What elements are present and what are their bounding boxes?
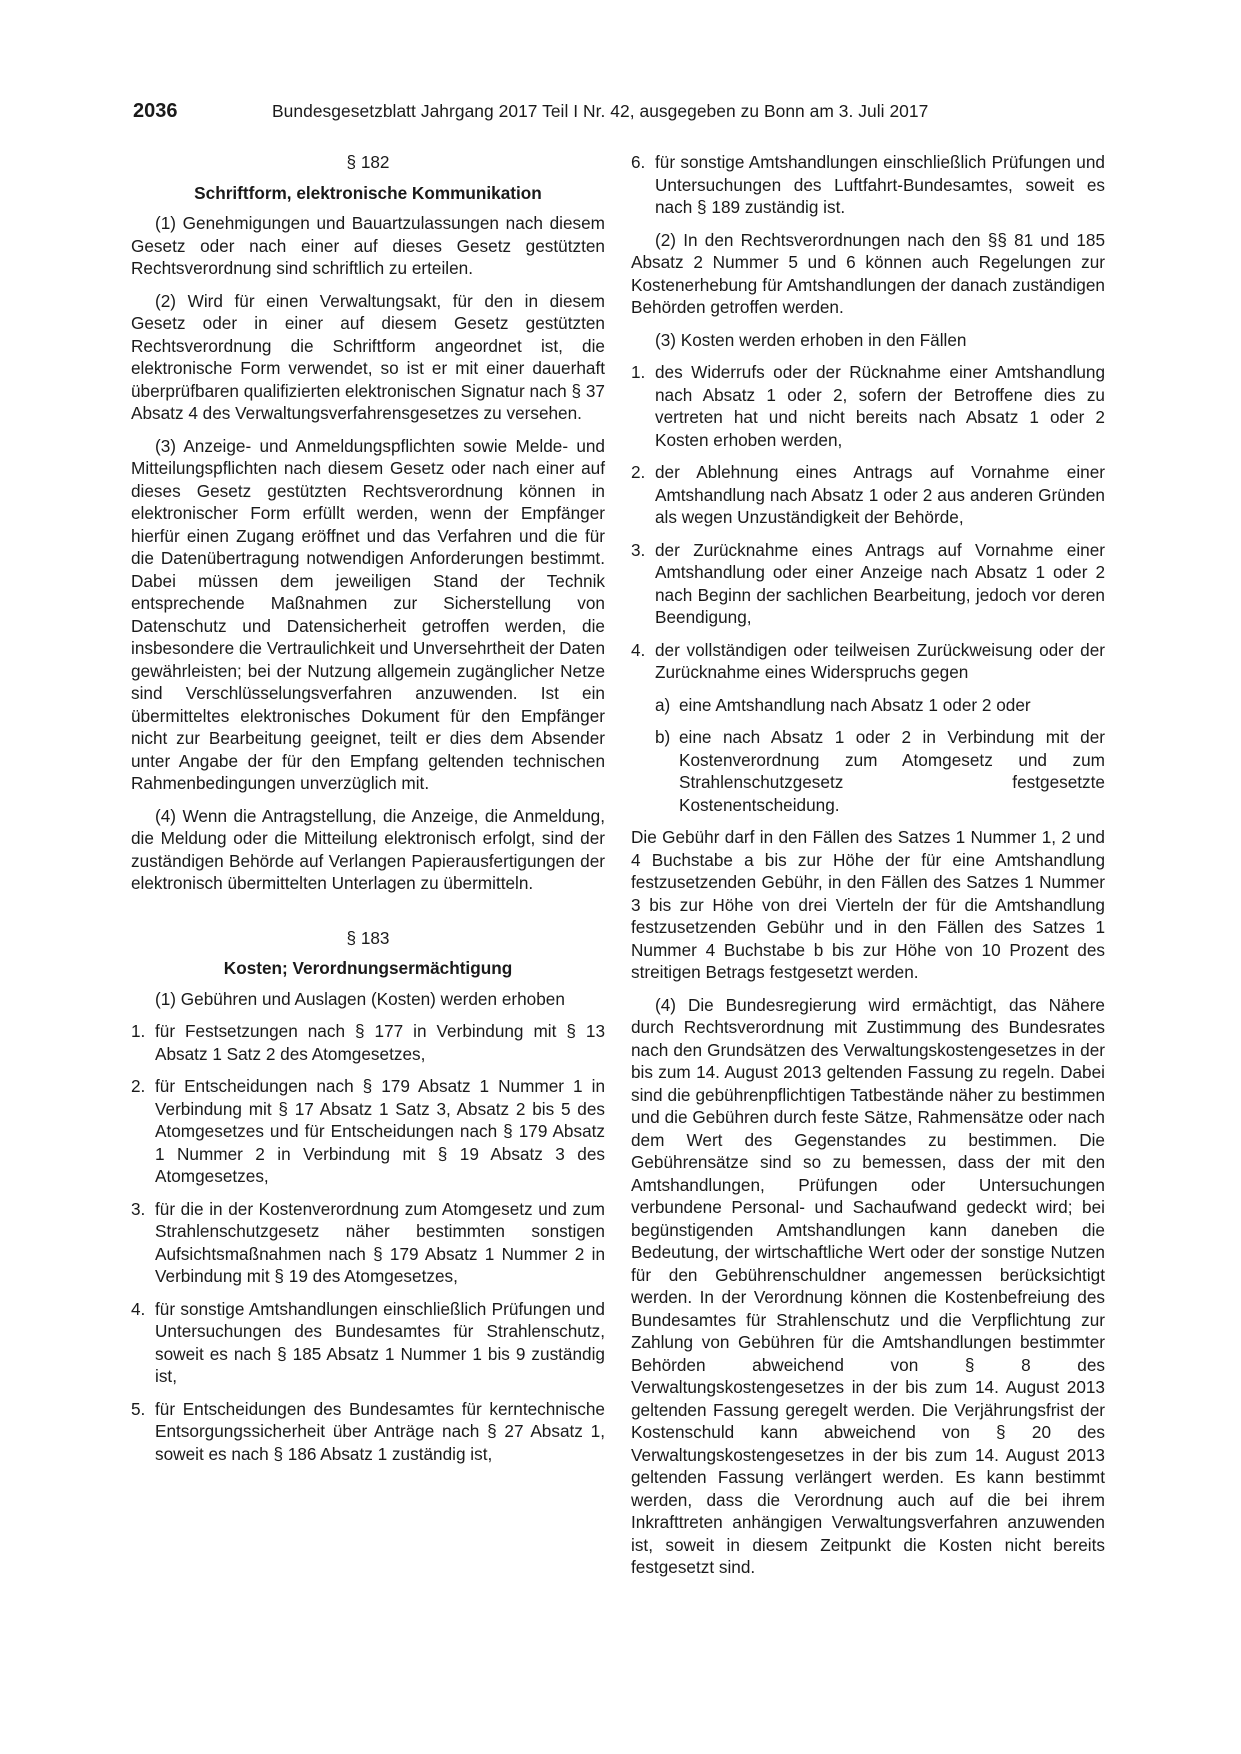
running-head: Bundesgesetzblatt Jahrgang 2017 Teil I Nr. 42, ausgegeben zu Bonn am 3. Juli 2017 — [272, 101, 929, 121]
list-item-text: des Widerrufs oder der Rücknahme einer Amtshandlung nach Absatz 1 oder 2, sofern der Betroffene dies zu vertreten hat und nicht bereits nach Absatz 1 oder 2 Kosten erhoben werden, — [655, 362, 1105, 450]
paragraph: (3) Kosten werden erhoben in den Fällen — [655, 329, 967, 350]
sub-list-item-letter: b) — [655, 727, 671, 747]
list-item-text: für Entscheidungen des Bundesamtes für kerntechnische Entsorgungssicherheit über Anträge nach § 27 Absatz 1, soweit es nach § 186 Absatz 1 zuständig ist, — [155, 1398, 605, 1464]
list-item — [131, 1020, 605, 1065]
paragraph: Die Gebühr darf in den Fällen des Satzes 1 Nummer 1, 2 und 4 Buchstabe a bis zur Höhe der für eine Amtshandlung festzusetzenden Gebühr, in den Fällen des Satzes 1 Nummer 3 bis zur Höhe von drei Vierteln der für die Amtshandlung festzusetzenden Gebühr und in den Fällen des Satzes 1 Nummer 4 Buchstabe b bis zur Höhe von 10 Prozent des streitigen Betrags festgesetzt werden. — [631, 827, 1105, 982]
right-column — [631, 151, 1105, 1589]
section-183-number: § 183 — [346, 927, 390, 948]
sub-list-item-letter: a) — [655, 694, 671, 715]
list-item-text: der vollständigen oder teilweisen Zurückweisung oder der Zurücknahme eines Widerspruchs gegen — [655, 639, 1105, 682]
paragraph: (2) Wird für einen Verwaltungsakt, für den in diesem Gesetz oder in einer auf diesem Gesetz gestützten Rechtsverordnung die Schriftform angeordnet ist, die elektronische Form verwendet, so ist er mit einer dauerhaft überprüfbaren qualifizierten elektronischen Signatur nach § 37 Absatz 4 des Verwaltungsverfahrensgesetzes zu versehen. — [131, 290, 605, 423]
section-182-title: Schriftform, elektronische Kommunikation — [194, 182, 542, 203]
list-item-text: für sonstige Amtshandlungen einschließlich Prüfungen und Untersuchungen des Bundesamtes für Strahlenschutz, soweit es nach § 185 Absatz 1 Nummer 1 bis 9 zuständig ist, — [155, 1298, 605, 1386]
list-item-text: für die in der Kostenverordnung zum Atomgesetz und zum Strahlenschutzgesetz näher bestimmten sonstigen Aufsichtsmaßnahmen nach § 179 Absatz 1 Nummer 2 in Verbindung mit § 19 des Atomgesetzes, — [155, 1198, 605, 1286]
list-item-number: 3. — [631, 539, 646, 560]
list-item-text: der Zurücknahme eines Antrags auf Vornahme einer Amtshandlung oder einer Anzeige nach Absatz 1 oder 2 nach Beginn der sachlichen Bearbeitung, jedoch vor deren Beendigung, — [655, 539, 1105, 627]
list-item-number: 5. — [131, 1398, 146, 1419]
list-item-number: 4. — [631, 639, 646, 660]
paragraph: (2) In den Rechtsverordnungen nach den §§ 81 und 185 Absatz 2 Nummer 5 und 6 können auch Regelungen zur Kostenerhebung für Amtshandlungen der danach zuständigen Behörden getroffen werden. — [631, 229, 1105, 317]
list-item — [131, 1075, 605, 1188]
list-item-text: der Ablehnung eines Antrags auf Vornahme einer Amtshandlung nach Absatz 1 oder 2 aus anderen Gründen als wegen Unzuständigkeit der Behörde, — [655, 462, 1105, 527]
list-item-number: 2. — [631, 462, 646, 482]
list-item — [631, 151, 1105, 219]
paragraph: (1) Genehmigungen und Bauartzulassungen nach diesem Gesetz oder nach einer auf dieses Gesetz gestützten Rechtsverordnung sind schriftlich zu erteilen. — [131, 213, 605, 278]
list-item-number: 4. — [131, 1298, 146, 1319]
list-item — [631, 461, 1105, 529]
section-183-title: Kosten; Verordnungsermächtigung — [223, 958, 513, 978]
sub-list-item-text: eine Amtshandlung nach Absatz 1 oder 2 oder — [679, 694, 1031, 715]
paragraph: (4) Wenn die Antragstellung, die Anzeige, die Anmeldung, die Meldung oder die Mitteilung elektronisch erfolgt, sind der zuständigen Behörde auf Verlangen Papierausfertigungen der elektronisch übermittelten Unterlagen zu übermitteln. — [131, 805, 605, 893]
paragraph: (4) Die Bundesregierung wird ermächtigt, das Nähere durch Rechtsverordnung mit Zustimmung des Bundesrates nach den Grundsätzen des Verwaltungskostengesetzes in der bis zum 14. August 2013 geltenden Fassung zu regeln. Dabei sind die gebührenpflichtigen Tatbestände näher zu bestimmen und die Gebühren durch feste Sätze, Rahmensätze oder nach dem Wert des Gegenstandes zu bestimmen. Die Gebührensätze sind so zu bemessen, dass der mit den Amtshandlungen, Prüfungen oder Untersuchungen verbundene Personal- und Sachaufwand gedeckt wird; bei begünstigenden Amtshandlungen kann daneben die Bedeutung, der wirtschaftliche Wert oder der sonstige Nutzen für den Gebührenschuldner angemessen berücksichtigt werden. In der Verordnung können die Kostenbefreiung des Bundesamtes für Strahlenschutz und die Verpflichtung zur Zahlung von Gebühren für die Amtshandlungen bestimmter Behörden abweichend von § 8 des Verwaltungskostengesetzes in der bis zum 14. August 2013 geltenden Fassung geregelt werden. Die Verjährungsfrist der Kostenschuld kann abweichend von § 20 des Verwaltungskostengesetzes in der bis zum 14. August 2013 geltenden Fassung verlängert werden. Es kann bestimmt werden, dass die Verordnung auch auf die bei ihrem Inkrafttreten anhängigen Verwaltungsverfahren anzuwenden ist, soweit in diesem Zeitpunkt die Kosten nicht bereits festgesetzt sind. — [631, 994, 1105, 1577]
paragraph: (1) Gebühren und Auslagen (Kosten) werden erhoben — [155, 988, 565, 1009]
left-column — [131, 151, 605, 1475]
list-item-number: 1. — [631, 362, 646, 382]
list-item-text: für sonstige Amtshandlungen einschließlich Prüfungen und Untersuchungen des Luftfahrt-Bundesamtes, soweit es nach § 189 zuständig ist. — [655, 152, 1105, 217]
list-item-text: für Festsetzungen nach § 177 in Verbindung mit § 13 Absatz 1 Satz 2 des Atomgesetzes, — [155, 1021, 605, 1064]
list-item-text: für Entscheidungen nach § 179 Absatz 1 Nummer 1 in Verbindung mit § 17 Absatz 1 Satz 3, Absatz 2 bis 5 des Atomgesetzes und für Entscheidungen nach § 179 Absatz 1 Nummer 2 in Verbindung mit § 19 Absatz 3 des Atomgesetzes, — [155, 1076, 605, 1186]
page-number: 2036 — [133, 100, 178, 122]
list-item — [631, 639, 1105, 684]
list-item — [131, 1398, 605, 1466]
list-item — [131, 1298, 605, 1388]
list-item-number: 2. — [131, 1076, 146, 1096]
list-item-number: 1. — [131, 1021, 146, 1041]
sub-list-item — [655, 726, 1105, 816]
list-item-number: 3. — [131, 1198, 146, 1219]
list-item-number: 6. — [631, 152, 646, 172]
section-182-number: § 182 — [346, 152, 390, 172]
list-item — [631, 361, 1105, 451]
section-gap — [131, 905, 605, 927]
list-item — [131, 1198, 605, 1288]
sub-list-item-text: eine nach Absatz 1 oder 2 in Verbindung mit der Kostenverordnung zum Atomgesetz und zum Strahlenschutzgesetz festgesetzte Kostenentscheidung. — [679, 727, 1105, 815]
page-header — [133, 100, 1103, 130]
list-item — [631, 539, 1105, 629]
sub-list-item — [655, 694, 1105, 717]
paragraph: (3) Anzeige- und Anmeldungspflichten sowie Melde- und Mitteilungspflichten nach diesem Gesetz oder nach einer auf dieses Gesetz gestützten Rechtsverordnung können in elektronischer Form erfüllt werden, wenn der Empfänger hierfür einen Zugang eröffnet und das Verfahren und die für die Datenübertragung notwendigen Anforderungen bestimmt. Dabei müssen dem jeweiligen Stand der Technik entsprechende Maßnahmen zur Sicherstellung von Datenschutz und Datensicherheit getroffen werden, die insbesondere die Vertraulichkeit und Unversehrtheit der Daten gewährleisten; bei der Nutzung allgemein zugänglicher Netze sind Verschlüsselungsverfahren anzuwenden. Ist ein übermitteltes elektronisches Dokument für den Empfänger nicht zur Bearbeitung geeignet, teilt er dies dem Absender unter Angabe der für den Empfang geltenden technischen Rahmenbedingungen unverzüglich mit. — [131, 435, 605, 793]
